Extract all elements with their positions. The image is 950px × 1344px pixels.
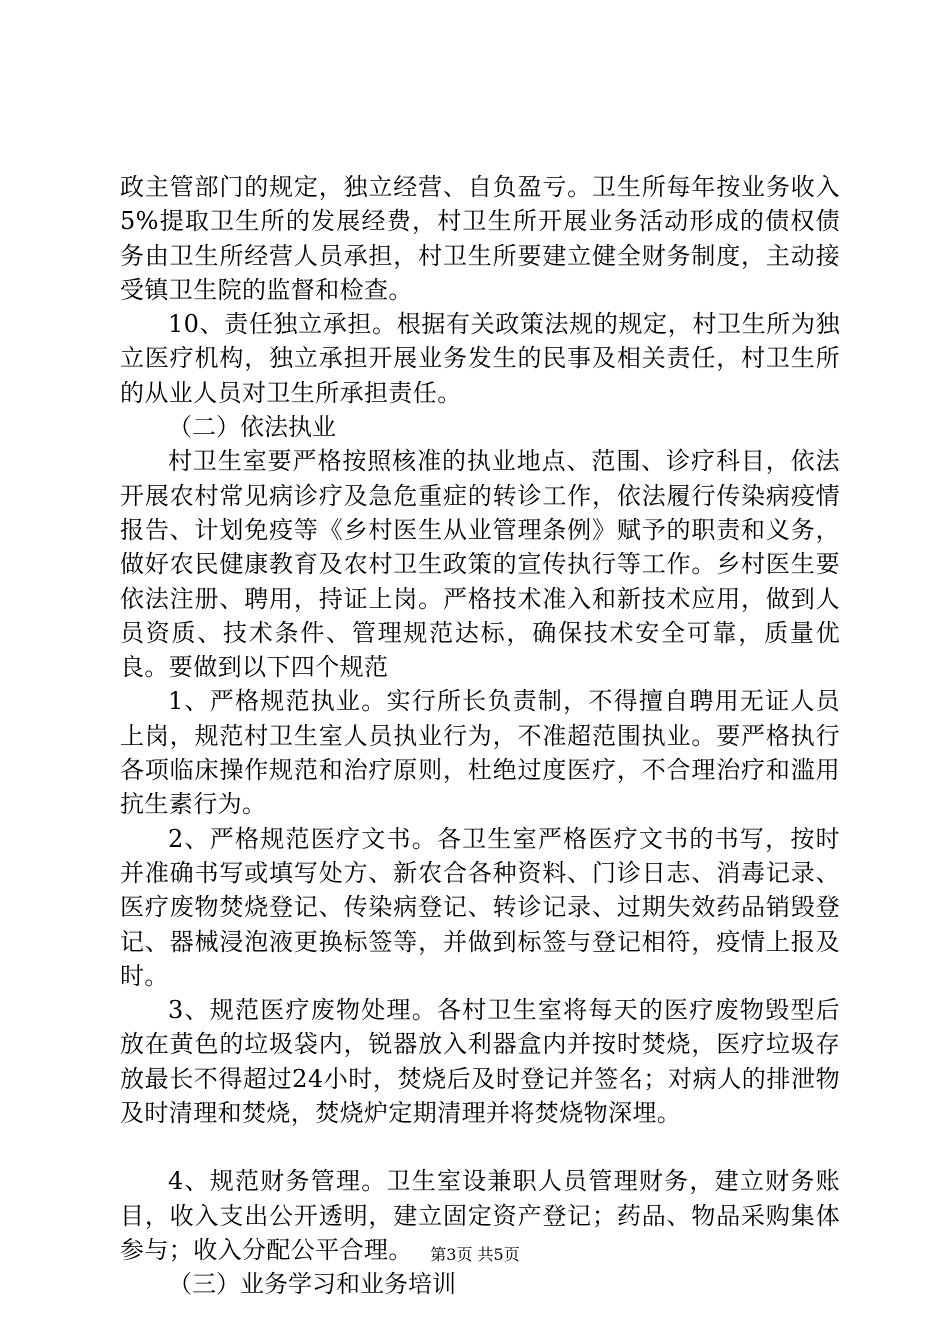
paragraph-continuation: 政主管部门的规定，独立经营、自负盈亏。卫生所每年按业务收入5%提取卫生所的发展经费，村卫生所开展业务活动形成的债权债务由卫生所经营人员承担，村卫生所要建立健全财务制度，主动接受镇卫生院的监督和检查。 (120, 173, 840, 304)
paragraph-item-4: 4、规范财务管理。卫生室设兼职人员管理财务，建立财务账目，收入支出公开透明，建立固定资产登记；药品、物品采购集体参与；收入分配公平合理。 (120, 1167, 840, 1264)
page-footer: 第3页 共5页 (430, 1245, 520, 1264)
section-heading-2: （二）依法执业 (168, 413, 336, 442)
paragraph-item-2: 2、严格规范医疗文书。各卫生室严格医疗文书的书写，按时并准确书写或填写处方、新农合各种资料、门诊日志、消毒记录、医疗废物焚烧登记、传染病登记、转诊记录、过期失效药品销毁登记、器械浸泡液更换标签等，并做到标签与登记相符，疫情上报及时。 (120, 824, 840, 990)
paragraph-section-2-intro: 村卫生室要严格按照核准的执业地点、范围、诊疗科目，依法开展农村常见病诊疗及急危重症的转诊工作，依法履行传染病疫情报告、计划免疫等《乡村医生从业管理条例》赋予的职责和义务，做好农民健康教育及农村卫生政策的宣传执行等工作。乡村医生要依法注册、聘用，持证上岗。严格技术准入和新技术应用，做到人员资质、技术条件、管理规范达标，确保技术安全可靠，质量优良。要做到以下四个规范 (120, 447, 840, 682)
document-body (120, 170, 840, 1302)
paragraph-item-1: 1、严格规范执业。实行所长负责制，不得擅自聘用无证人员上岗，规范村卫生室人员执业行为，不准超范围执业。要严格执行各项临床操作规范和治疗原则，杜绝过度医疗，不合理治疗和滥用抗生素行为。 (120, 687, 840, 819)
paragraph-item-10: 10、责任独立承担。根据有关政策法规的规定，村卫生所为独立医疗机构，独立承担开展业务发生的民事及相关责任，村卫生所的从业人员对卫生所承担责任。 (120, 310, 840, 407)
paragraph-item-3: 3、规范医疗废物处理。各村卫生室将每天的医疗废物毁型后放在黄色的垃圾袋内，锐器放入利器盒内并按时焚烧，医疗垃圾存放最长不得超过24小时，焚烧后及时登记并签名；对病人的排泄物及时清理和焚烧，焚烧炉定期清理并将焚烧物深埋。 (120, 996, 840, 1128)
section-heading-3: （三）业务学习和业务培训 (168, 1270, 456, 1299)
